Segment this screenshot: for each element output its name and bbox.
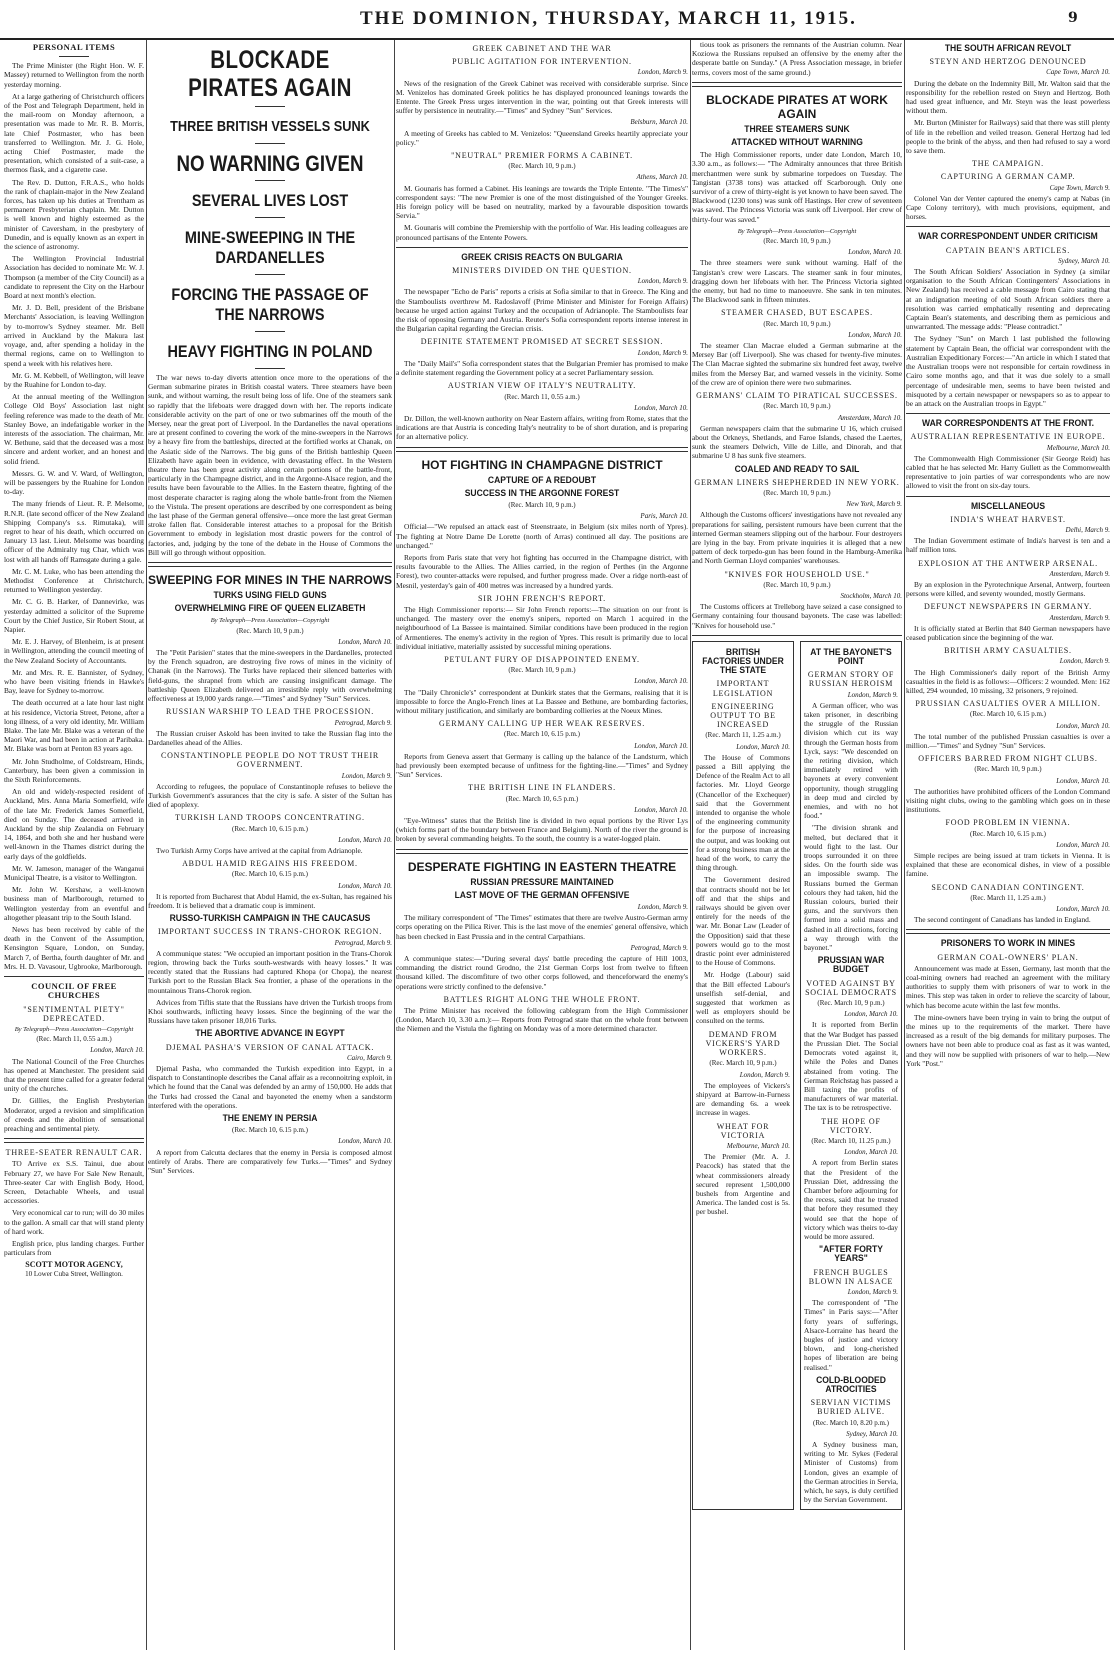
article-headline: COALED AND READY TO SAIL	[734, 463, 860, 475]
article-headline: EXPLOSION AT THE ANTWERP ARSENAL.	[918, 558, 1098, 568]
advert-text: Very economical car to run; will do 30 miles to the gallon. A small car that will stand plenty of hard work.	[4, 1208, 144, 1236]
paragraph: Mr. C. G. B. Harker, of Dannevirke, was yesterday admitted a solicitor of the Supreme Court by the Chief Justice, Sir Robert Stout, at Napier.	[4, 597, 144, 634]
article-headline: PETULANT FURY OF DISAPPOINTED ENEMY.	[444, 654, 640, 664]
article-headline: GERMANS' CLAIM TO PIRATICAL SUCCESSES.	[696, 391, 898, 401]
article-headline: WAR CORRESPONDENT UNDER CRITICISM	[918, 231, 1098, 243]
paragraph: The authorities have prohibited officers of the London Command visiting night clubs, owing to the gambling which goes on in these institutions.	[906, 786, 1110, 815]
paragraph: The Sydney "Sun" on March 1 last published the following statement by Captain Bean, the official war correspondent with the Australian Expeditionary Forces:—"An article in which I stated that the Australian troops were not responsible for certain rowdiness in Cairo some months ago, and that it was due solely to a small percentage of undesirable men, seems to have been twisted and misquoted by a certain newspaper or newspapers so as to appear to be an attack on the Australian troops in Egypt."	[906, 334, 1110, 408]
dateline: (Rec. March 10, 6.15 p.m.)	[231, 824, 308, 833]
article-headline: OFFICERS BARRED FROM NIGHT CLUBS.	[918, 754, 1098, 764]
place-date: London, March 9.	[847, 1287, 898, 1296]
column-south-africa-misc	[906, 40, 1110, 1650]
place-date: London, March 10.	[1056, 840, 1110, 849]
paragraph: The employees of Vickers's shipyard at Barrow-in-Furness are demanding 6s. a week increase in wages.	[696, 1080, 790, 1118]
paragraph: Two Turkish Army Corps have arrived at the capital from Adrianople.	[156, 845, 363, 855]
article-subheading: IMPORTANT SUCCESS IN TRANS-CHOROK REGION.	[157, 927, 383, 937]
paragraph: The "Daily Mail's" Sofia correspondent states that the Bulgarian Premier has promised to make a definite statement regarding the Government policy at a secret Parliamentary session.	[396, 358, 688, 378]
place-date: London, March 10.	[634, 805, 688, 814]
wire-source: By Telegraph—Press Association—Copyright	[210, 617, 330, 625]
dateline: (Rec. March 10, 6.15 p.m.)	[503, 730, 580, 739]
paragraph: The Indian Government estimate of India's harvest is ten and a half million tons.	[906, 536, 1110, 555]
paragraph: Dr. Gillies, the English Presbyterian Moderator, urged a revision and simplification of creeds and the abolition of sensational preaching and sentimental piety.	[4, 1096, 144, 1133]
article-headline: THE HOPE OF VICTORY.	[821, 1116, 881, 1135]
paragraph: The three steamers were sunk without warning. Half of the Tangistan's crew were Lascars. The steamer sank in four minutes, dragging down her lifeboats with her. The Princess Victoria sighted the enemy, but had no time to manoeuvre. She sank in ten minutes. The Blackwood sank in fifteen minutes.	[692, 258, 902, 305]
article-subheading: VOTED AGAINST BY SOCIAL DEMOCRATS	[805, 978, 897, 997]
paragraph: By an explosion in the Pyrotechnique Arsenal, Antwerp, fourteen persons were killed, and seventy wounded, mostly Germans.	[906, 579, 1110, 599]
place-date: Petrograd, March 9.	[334, 718, 392, 727]
article-headline: GREEK CABINET AND THE WAR	[472, 44, 612, 53]
paragraph: The South African Soldiers' Association in Sydney (a similar organisation to the South African Contingenters' Associations in New Zealand) has received a cable message from Cairo stating that at an indignation meeting of old South African soldiers there a resolution was carried emphatically resenting and deprecating Captain Bean's statements, and describing them as pernicious and unwarranted. The message adds: "Please contradict."	[906, 267, 1110, 332]
dateline: (Rec. March 10, 6.5 p.m.)	[505, 794, 579, 803]
paragraph: "Eye-Witness" states that the British line is divided in two equal portions by the River Lys (which forms part of the boundary between France and Belgium). North of the river the ground is broken by several commanding heights. To the south, the country is a water-logged plain.	[396, 816, 688, 844]
paragraph: Mr. G. M. Kebbell, of Wellington, will leave by the Ruahine for London to-day.	[4, 370, 144, 389]
advert-text: English price, plus landing charges. Further particulars from	[4, 1238, 144, 1258]
place-date: Stockholm, March 10.	[840, 591, 902, 600]
paragraph: The Premier (Mr. A. J. Peacock) has stated that the wheat commissioners already secured represent 1,500,000 bushels from Argentine and America. The landed cost is 5s. per bushel.	[696, 1152, 790, 1217]
article-bayonet-point	[800, 641, 902, 1511]
article-subheading: "SENTIMENTAL PIETY" DEPRECATED.	[23, 1004, 125, 1023]
dateline: (Rec. March 11, 0.55 a.m.)	[504, 392, 580, 401]
place-date: London, March 10.	[338, 881, 392, 890]
article-subheading: DJEMAL PASHA'S VERSION OF CANAL ATTACK.	[165, 1042, 375, 1052]
paragraph: The "Petit Parisien" states that the mine-sweepers in the Dardanelles, protected by the French squadron, are destroying five rows of mines in the vicinity of Chanak (in the Narrows). The Turks have replaced their silenced batteries with field-guns, the shrapnel from which are causing insignificant damage. The battleship Queen Elizabeth delivered an irresistible reply with overwhelming effectiveness at 19,000 yards range.—"Times" and Sydney "Sun" Services.	[148, 648, 392, 704]
wire-source: By Telegraph—Press Association—Copyright	[737, 227, 857, 235]
paragraph: Mr. John Studholme, of Coldstream, Hinds, Canterbury, has been given a commission in the Sixth Reinforcements.	[4, 756, 144, 785]
dateline: (Rec. March 11, 0.55 a.m.)	[36, 1035, 112, 1044]
paragraph: The second contingent of Canadians has landed in England.	[914, 915, 1091, 925]
article-subheading: TURKS USING FIELD GUNS	[213, 590, 327, 602]
divider	[255, 180, 285, 181]
article-headline: AUSTRIAN VIEW OF ITALY'S NEUTRALITY.	[447, 381, 637, 391]
headline-deck: SEVERAL LIVES LOST	[191, 191, 349, 210]
divider	[255, 143, 285, 144]
article-subheading: SERVIAN VICTIMS BURIED ALIVE.	[810, 1398, 892, 1417]
place-date: London, March 9.	[847, 690, 898, 699]
paragraph: The death occurred at a late hour last night at his residence, Victoria Street, Petone, after a long illness, of a very old identity, Mr. William Blake. The late Mr. Blake was a veteran of the Maori War, and had been in action at Paribaka. Mr. Blake was born at Penton 83 years ago.	[4, 698, 144, 754]
divider	[906, 929, 1110, 934]
headline-deck: HEAVY FIGHTING IN POLAND	[167, 342, 373, 361]
paragraph: Messrs. G. W. and V. Ward, of Wellington, will be passengers by the Ruahine for London to-day.	[4, 468, 144, 497]
dateline: (Rec. March 10, 9 p.m.)	[763, 488, 831, 497]
place-date: Athens, March 10.	[636, 173, 688, 182]
article-headline: THE ENEMY IN PERSIA	[222, 1113, 318, 1125]
divider	[906, 496, 1110, 497]
paragraph: The Prime Minister (the Right Hon. W. F. Massey) returned to Wellington from the north yesterday morning.	[4, 61, 144, 89]
article-headline: GERMANY CALLING UP HER WEAK RESERVES.	[439, 719, 645, 729]
place-date: London, March 10.	[338, 1137, 392, 1146]
divider	[255, 274, 285, 275]
section-heading: PERSONAL ITEMS	[32, 42, 116, 52]
divider	[906, 226, 1110, 227]
paragraph: During the debate on the Indemnity Bill, Mr. Walton said that the responsibility for the rebellion rested on Steyn and Hertzog. Both had used great influence, and Mr. Steyn was the least powerless without them.	[906, 78, 1110, 116]
paragraph: An old and widely-respected resident of Auckland, Mrs. Anna Maria Somerfield, wife of the late Mr. Frederick James Somerfield, died on Sunday. The deceased arrived in Auckland by the ship Zealandia on February 14, 1864, and both she and her husband were well-known in the Thames district during the early days of the goldfields.	[4, 787, 144, 861]
place-date: Cape Town, March 10.	[1046, 68, 1110, 77]
paragraph: Announcement was made at Essen, Germany, last month that the coal-mining owners had reached an agreement with the military authorities to supply them with prisoners of war to work in the mines. This step was taken in order to relieve the scarcity of labour, which has become acute within the last few months.	[906, 963, 1110, 1010]
paragraph: The many friends of Lieut. R. P. Melsome, R.N.R. (late second officer of the New Zealand Shipping Company's s.s. Rimutaka), will regret to hear of his death, which occurred on January 13 last. Lieut. Melsome was boarding officer of the Admiralty tug Char, which was lost with all hands off Ramsgate during a gale.	[4, 499, 144, 564]
place-date: Amsterdam, March 9.	[1049, 569, 1110, 578]
divider	[396, 447, 688, 452]
article-headline: STEAMER CHASED, BUT ESCAPES.	[721, 308, 873, 318]
dateline: (Rec. March 11, 1.25 a.m.)	[705, 731, 781, 740]
advertiser-name: SCOTT MOTOR AGENCY,	[25, 1260, 123, 1270]
article-subheading: AUSTRALIAN REPRESENTATIVE IN EUROPE.	[910, 432, 1106, 442]
place-date: London, March 10.	[634, 403, 688, 412]
article-headline: THE ABORTIVE ADVANCE IN EGYPT	[195, 1028, 345, 1040]
place-date: London, March 10.	[338, 835, 392, 844]
article-subheading: THREE STEAMERS SUNK	[744, 123, 850, 135]
article-headline: DESPERATE FIGHTING IN EASTERN THEATRE	[407, 859, 677, 874]
article-headline: INDIA'S WHEAT HARVEST.	[950, 514, 1066, 524]
paragraph: Reports from Paris state that very hot fighting has occurred in the Champagne district, with results favourable to the Allies. The Allies carried, in the region of Perthes (in the Argonne Forest), two counter-attacks were repulsed, and further progress made. Over a ridge north-east of Mesnil, yesterday's gain of 400 metres was increased by a hundred yards.	[396, 552, 688, 590]
paragraph: Mr. John W. Kershaw, a well-known business man of Marlborough, returned to Wellington yesterday from an eventful and altogether pleasant trip to the South Island.	[4, 885, 144, 922]
place-date: London, March 9.	[637, 903, 688, 912]
place-date: Paris, March 10.	[640, 512, 688, 521]
article-headline: TURKISH LAND TROOPS CONCENTRATING.	[175, 813, 365, 823]
article-headline: PRUSSIAN CASUALTIES OVER A MILLION.	[915, 699, 1101, 709]
dateline: (Rec. March 10, 6.15 p.m.)	[969, 829, 1046, 838]
paragraph: Reports from Geneva assert that Germany is calling up the balance of the Landsturm, which had previously been exempted because of unfitness for the fighting-line.—"Times" and Sydney "Sun" Services.	[396, 751, 688, 780]
paragraph: The Wellington Provincial Industrial Association has decided to nominate Mr. W. J. Thompson (a member of the City Council) as a candidate to represent the City on the Harbour Board at next month's election.	[4, 254, 144, 301]
paragraph: Mr. C. M. Luke, who has been attending the Methodist Conference at Christchurch, returned to Wellington yesterday.	[4, 566, 144, 595]
paragraph: The Russian cruiser Askold has been invited to take the Russian flag into the Dardanelles ahead of the Allies.	[148, 728, 392, 747]
dateline: (Rec. March 10, 6.15 p.m.)	[231, 870, 308, 879]
article-subheading: CAPTAIN BEAN'S ARTICLES.	[945, 245, 1071, 255]
paragraph: Official—"We repulsed an attack east of Steenstraate, in Belgium (six miles north of Ypres). The fighting at Notre Dame De Lorette (north of Arras) continued all day. The positions are unchanged."	[396, 522, 688, 550]
paragraph: It is reported from Berlin that the War Budget has passed the Prussian Diet. The Social Democrats voted against it, while the Poles and Danes abstained from voting. The German Reichstag has passed a Bill taxing the profits of manufacturers of war material. The tax is to be retrospective.	[804, 1020, 898, 1113]
paragraph: Advices from Tiflis state that the Russians have driven the Turkish troops from Khoi southwards, inflicting heavy losses. Since the beginning of the war the Russians have taken prisoner 18,016 Turks.	[148, 997, 392, 1026]
article-headline: WAR CORRESPONDENTS AT THE FRONT.	[922, 418, 1094, 430]
paragraph: Mr. W. Jameson, manager of the Wanganui Municipal Theatre, is a visitor to Wellington.	[4, 863, 144, 883]
place-date: London, March 9.	[341, 771, 392, 780]
place-date: Sydney, March 10.	[846, 1429, 898, 1438]
article-subheading: ENGINEERING OUTPUT TO BE INCREASED	[710, 701, 776, 730]
article-headline: RUSSO-TURKISH CAMPAIGN IN THE CAUCASUS	[169, 913, 371, 925]
article-subheading: OVERWHELMING FIRE OF QUEEN ELIZABETH	[174, 603, 366, 615]
headline-deck: FORCING THE PASSAGE OF THE NARROWS	[171, 285, 369, 324]
dateline: (Rec. March 10, 11.25 p.m.)	[811, 1136, 891, 1145]
dateline: (Rec. March 10, 9 p.m.)	[236, 626, 304, 635]
article-headline: PRUSSIAN WAR BUDGET	[817, 955, 885, 976]
paragraph: M. Gounaris will combine the Premiership with the portfolio of War. His leading colleagues are pronounced partisans of the Entente Powers.	[396, 223, 688, 242]
place-date: London, March 10.	[848, 248, 902, 257]
divider	[255, 331, 285, 332]
paragraph: The Customs officers at Trelleborg have seized a case consigned to Germany containing four thousand bayonets. The case was labelled: "Knives for household use."	[692, 602, 902, 630]
paragraph: A Sydney business man, writing to Mr. Sykes (Federal Minister of Customs) from London, gives an example of the German atrocities in Servia, which, he says, is duly certified by the Servian Government.	[804, 1440, 898, 1505]
place-date: Sydney, March 10.	[1058, 256, 1110, 265]
paragraph: German newspapers claim that the submarine U 16, which cruised about the Orkneys, Shetlands, and Faroe Islands, chased the Laertes, sunk the steamers Delwich, Ville de Lille, and Dinorah, and that submarine U 8 has sunk five steamers.	[692, 423, 902, 461]
article-subheading: CAPTURE OF A REDOUBT	[487, 474, 597, 486]
place-date: London, March 9.	[1059, 657, 1110, 666]
article-subheading: GERMAN STORY OF RUSSIAN HEROISM	[807, 670, 895, 689]
article-headline: COUNCIL OF FREE CHURCHES	[31, 981, 117, 1001]
section-heading: MISCELLANEOUS	[970, 500, 1046, 512]
article-subheading: FRENCH BUGLES BLOWN IN ALSACE	[808, 1267, 894, 1286]
divider	[4, 1138, 144, 1143]
main-headline: BLOCKADE PIRATES AGAIN	[188, 46, 352, 102]
paragraph: Mr. E. J. Harvey, of Blenheim, is at present in Wellington, attending the council meeting of the New Zealand Society of Accountants.	[4, 637, 144, 665]
column-personal-items	[4, 40, 144, 1650]
article-subheading: ATTACKED WITHOUT WARNING	[731, 137, 863, 149]
article-subheading: IMPORTANT LEGISLATION	[712, 679, 774, 698]
paragraph: At a large gathering of Christchurch officers of the Post and Telegraph Department, held in the mail-room on Monday afternoon, a presentation was made to Mr. R. B. Morris, late Chief Postmaster, who has been transferred to Wellington. Mr. J. G. Hole, acting Chief Postmaster, made the presentation, which consisted of a suit-case, a thermos flask, and a cigarette case.	[4, 91, 144, 175]
paragraph: Simple recipes are being issued at tram tickets in Vienna. It is explained that these are economical dishes, in view of a possible famine.	[906, 851, 1110, 879]
headline-deck: MINE-SWEEPING IN THE DARDANELLES	[184, 228, 356, 267]
place-date: Amsterdam, March 9.	[1049, 613, 1110, 622]
paragraph: A meeting of Greeks has cabled to M. Venizelos: "Queensland Greeks heartily appreciate your policy."	[396, 128, 688, 147]
article-headline: CONSTANTINOPLE PEOPLE DO NOT TRUST THEIR GOVERNMENT.	[160, 751, 380, 770]
headline-deck: THREE BRITISH VESSELS SUNK	[170, 118, 370, 135]
headline-deck: NO WARNING GIVEN	[176, 151, 364, 176]
divider	[396, 849, 688, 854]
paragraph: The "Daily Chronicle's" correspondent at Dunkirk states that the Germans, realising that it is impossible to force the Anglo-French lines at La Bassee and Bethune, are bombarding factories, without military justification, and similarly are bombarding collieries at the Noeux Mines.	[396, 687, 688, 715]
dateline: (Rec. March 10, 9 p.m.)	[763, 319, 831, 328]
place-date: New York, March 9.	[846, 500, 902, 509]
place-date: London, March 10.	[338, 637, 392, 646]
paragraph: The Rev. D. Dutton, F.R.A.S., who holds the rank of chaplain-major in the New Zealand forces, has taken up his duties at Trentham as permanent Presbyterian chaplain. Mr. Dutton is well known and highly esteemed as the minister of Caversham, in the presbytery of Dunedin, and is equally known as an expert in the science of astronomy.	[4, 177, 144, 252]
two-column-section	[692, 641, 902, 1511]
divider	[692, 82, 902, 87]
dateline: (Rec. March 10, 8.20 p.m.)	[812, 1418, 889, 1427]
place-date: Melbourne, March 10.	[726, 1141, 790, 1150]
article-headline: PRISONERS TO WORK IN MINES	[940, 938, 1076, 950]
dateline: (Rec. March 10, 9 p.m.)	[763, 580, 831, 589]
place-date: London, March 10.	[844, 1148, 898, 1157]
divider	[255, 368, 285, 369]
place-date: Amsterdam, March 10.	[837, 413, 902, 422]
divider	[148, 562, 392, 567]
paragraph: The mine-owners have been trying in vain to bring the output of the mines up to the requirements of the market. There have increased as a result of the big demands for military purposes. The owners have not been able to produce coal as fast as it was wanted, and they will now be supplied with prisoners of war to help.—New York "Post."	[906, 1012, 1110, 1068]
divider	[692, 635, 902, 636]
article-headline: DEMAND FROM VICKERS'S YARD WORKERS.	[705, 1029, 781, 1058]
article-headline: SECOND CANADIAN CONTINGENT.	[931, 882, 1085, 892]
column-blockade-and-legislation	[692, 40, 902, 1650]
article-subheading: CAPTURING A GERMAN CAMP.	[940, 172, 1076, 182]
paragraph: Mr. Hodge (Labour) said that the Bill effected Labour's unselfish self-denial, and suggested that workmen as well as employers should be consulted on the terms.	[696, 970, 790, 1026]
paragraph: Mr. and Mrs. R. E. Bannister, of Sydney, who have been visiting friends in Hawke's Bay, leave for Sydney to-morrow.	[4, 667, 144, 696]
place-date: Cape Town, March 9.	[1049, 183, 1110, 192]
divider	[255, 217, 285, 218]
paragraph: Dr. Dillon, the well-known authority on Near Eastern affairs, writing from Rome, states that the indications are that Austria is conceding Italy's neutrality to be of short duration, and is preparing for an alternative policy.	[396, 413, 688, 442]
article-headline: SWEEPING FOR MINES IN THE NARROWS	[148, 573, 392, 588]
paragraph: tious took as prisoners the remnants of the Austrian column. Near Koziowa the Russians repulsed an offensive by the enemy after the desperate battle on Sunday." (A Press Association message, in briefer terms, covers most of the same ground.)	[692, 40, 902, 77]
dateline: (Rec. March 10, 6.15 p.m.)	[231, 1126, 308, 1135]
place-date: London, March 9.	[739, 1070, 790, 1079]
place-date: London, March 10.	[634, 677, 688, 686]
column-rule	[394, 40, 395, 1650]
divider	[396, 247, 688, 248]
column-rule	[904, 40, 905, 1650]
divider	[255, 106, 285, 107]
article-headline: "NEUTRAL" PREMIER FORMS A CABINET.	[451, 151, 633, 161]
place-date: London, March 9.	[637, 277, 688, 286]
paragraph: The total number of the published Prussian casualties is over a million.—"Times" and Sydney "Sun" Services.	[906, 731, 1110, 750]
paragraph: It is reported from Bucharest that Abdul Hamid, the ex-Sultan, has regained his freedom. It is believed that a dramatic coup is imminent.	[148, 891, 392, 910]
paragraph: The steamer Clan Macrae eluded a German submarine at the Mersey Bar (off Liverpool). She was chased for twenty-five minutes. The Clan Macrae sighted the submarine six hundred feet away, twelve miles from the Mersey Bar, and warned vessels in the vicinity. Some of the crew are of opinion there were two submarines.	[692, 341, 902, 387]
dateline: (Rec. March 10, 9 p.m.)	[508, 500, 576, 509]
article-headline: COLD-BLOODED ATROCITIES	[816, 1374, 886, 1395]
paragraph: A communique states:—"During several days' battle preceding the capture of Hill 1003, commanding the district round Grodno, the 21st German Corps lost from twelve to fifteen thousand killed. The discomfiture of two other corps followed, and thenceforward the enemy's operations were strictly confined to the defensive."	[396, 954, 688, 991]
column-war-news	[148, 40, 392, 1650]
article-headline: SIR JOHN FRENCH'S REPORT.	[478, 593, 606, 603]
lead-paragraph: The war news to-day diverts attention once more to the operations of the German submarine pirates in British coastal waters. Three steamers have been sunk, and without warning, the result being loss of life. One of the steamers sank so rapidly that the lifeboats were dragged down with her. The reports indicate considerable activity on the part of one or two submarines off the mouth of the Mersey, near the great port of Liverpool. In the Dardanelles the naval operations are at present confined to covering the work of the mine-sweepers in the Narrows by a heavy fire from the battleships, directed at the fortified works at Chanak, on the Asiatic side of the Narrows. The big guns of the British battleship Queen Elizabeth have again been in evidence, with devastating effect. In the Western theatre there has been great activity along certain portions of the battle-front, particularly in the Champagne district, and in the Argonne-Alsace region, and the results have been favourable to the Allies. In the Eastern theatre, fighting of the most desperate character is raging along the whole battle-front from the Niemen to the Vistula. The present operations are described by one correspondent as being the last phase of the German general offensive—once more the last great German stroke fallen flat. Considerable interest attaches to a proposal for the British Government to embody in legislation most drastic powers for the control of factories, and, judging by the tone of the debate in the House of Commons the Bill will go through without opposition.	[148, 373, 392, 557]
paragraph: At the annual meeting of the Wellington College Old Boys' Association last night feeling reference was made to the death of Mr. Stanley Bowe, an indefatigable worker in the interests of the association. The chairman, Mr. W. Bethune, said that the deceased was a most sincere and ardent worker, and an honest and solid friend.	[4, 392, 144, 466]
article-headline: BRITISH ARMY CASUALTIES.	[944, 646, 1072, 656]
advert-text: TO Arrive ex S.S. Tainui, due about February 27, we have For Sale New Renault, Three-seater Car with English Body, Hood, Screen, Detachable Wheels, and usual accessories.	[4, 1159, 144, 1206]
article-subheading: RUSSIAN PRESSURE MAINTAINED	[470, 876, 614, 888]
paragraph: Mr. J. D. Bell, president of the Brisbane Merchants' Association, is leaving Wellington by to-morrow's Sydney steamer. Mr. Bell arrived in Auckland by the Makura last voyage, and, after spending a holiday in the thermal regions, came on to Wellington to spend a week with his relatives here.	[4, 303, 144, 368]
article-headline: RUSSIAN WARSHIP TO LEAD THE PROCESSION.	[165, 707, 375, 717]
place-date: Belsburn, March 10.	[630, 118, 688, 127]
paragraph: The High Commissioner reports:— Sir John French reports:—The situation on our front is unchanged. The mastery over the enemy's snipers, reported on March 1 acquired in the neighbourhood of La Bassee is maintained. Similar conditions have been produced in the region of Armentieres. The enemy's activity in the region of Ypres. This result is primarily due to local individual initiative, materially assisted by successful mining operations.	[396, 604, 688, 651]
paragraph: M. Gounaris has formed a Cabinet. His leanings are towards the Triple Entente. "The Times's" correspondent says: "The new Premier is one of the most distinguished of the Younger Greeks. His foreign policy will be based on neutrality, marked by a favourable disposition towards Servia."	[396, 183, 688, 221]
paragraph: The House of Commons passed a Bill applying the Defence of the Realm Act to all factories. Mr. Lloyd George (Chancellor of the Exchequer) said that the Government intended to organise the whole of the engineering community for the purpose of increasing the output, and was looking out for a strong business man at the head of the work, to carry the thing through.	[696, 752, 790, 873]
place-date: London, March 10.	[848, 330, 902, 339]
paragraph: Although the Customs officers' investigations have not revealed any preparations for sailing, persistent rumours have been current that the interned German steamers slipping out of the harbour. Four destroyers are lying in the bay. From private inquiries it is alleged that a new pattern of deck torpedo-gun has been found in the Hamburg-Amerika and North German Lloyd companies' warehouses.	[692, 510, 902, 566]
place-date: London, March 10.	[634, 741, 688, 750]
article-subheading: STEYN AND HERTZOG DENOUNCED	[929, 57, 1087, 67]
place-date: London, March 10.	[1056, 776, 1110, 785]
article-headline: GREEK CRISIS REACTS ON BULGARIA	[461, 251, 623, 263]
paragraph: The High Commissioner's daily report of the British Army casualties in the field is as follows:—Officers: 2 wounded. Men: 162 killed, 294 wounded, 10 missing, 32 prisoners, 9 rejoined.	[906, 667, 1110, 695]
paragraph: It is officially stated at Berlin that 840 German newspapers have ceased publication since the beginning of the war.	[906, 623, 1110, 642]
dateline: (Rec. March 10, 9 p.m.)	[974, 765, 1042, 774]
article-headline: BRITISH FACTORIES UNDER THE STATE	[702, 646, 784, 677]
dateline: (Rec. March 11, 1.25 a.m.)	[970, 893, 1046, 902]
paragraph: Mr. Burton (Minister for Railways) said that there was still plenty of life in the rebellion and veiled treason. General Hertzog had led people to the brink of the abyss, and then had refused to say a word to save them.	[906, 118, 1110, 156]
article-headline: WHEAT FOR VICTORIA	[716, 1121, 770, 1140]
paragraph: The Government desired that contracts should not be let off and that the ships and railways should be given over entirely for the needs of the war. Mr. Bonar Law (Leader of the Opposition) said that these powers would go to the most drastic point ever administered to the House of Commons.	[696, 875, 790, 968]
paragraph: Colonel Van der Venter captured the enemy's camp at Nabas (in Cape Colony territory), with much provisions, equipment, and horses.	[906, 193, 1110, 222]
article-subheading: GERMAN COAL-OWNERS' PLAN.	[937, 952, 1079, 962]
article-british-factories	[692, 641, 794, 1511]
paragraph: A report from Calcutta declares that the enemy in Persia is composed almost entirely of Arabs. There are comparatively few Turks.—"Times" and Sydney "Sun" Services.	[148, 1147, 392, 1176]
column-rule	[146, 40, 147, 1650]
dateline: (Rec. March 10, 9 p.m.)	[763, 402, 831, 411]
page-number: 9	[1068, 10, 1078, 26]
place-date: London, March 9.	[637, 348, 688, 357]
place-date: Petrograd, March 9.	[334, 938, 392, 947]
article-headline: DEFUNCT NEWSPAPERS IN GERMANY.	[924, 602, 1092, 612]
article-headline: DEFINITE STATEMENT PROMISED AT SECRET SESSION.	[420, 337, 664, 347]
paragraph: Djemal Pasha, who commanded the Turkish expedition into Egypt, in a dispatch to Constantinople describes the Canal affair as a reconnoitring exploit, in which he found that the Canal was defended by an army of 150,000. He adds that the Turks had crossed the Canal and bayoneted the enemy when a sandstorm interfered with the operations.	[148, 1064, 392, 1110]
article-headline: FOOD PROBLEM IN VIENNA.	[945, 818, 1071, 828]
article-headline: "KNIVES FOR HOUSEHOLD USE."	[724, 569, 870, 579]
paragraph: A communique states: "We occupied an important position in the Trans-Chorok region, throwing back the Turks south-westwards with heavy losses." It was recently stated that the Russians had captured Khopa (or Chopa), the nearest Turkish port to the Russian Black Sea frontier, a phase of the operations in the mountainous Trans-Chorok region.	[148, 948, 392, 995]
paragraph: The newspaper "Echo de Paris" reports a crisis at Sofia similar to that in Greece. The King and the Stamboulists overthrew M. Radoslavoff (Prime Minister and Minister for Foreign Affairs) because he urged action against Turkey and the occupation of Adrianople. The Stamboulists fear the risk of opposing Germany and Austria. Reuter's Sofia correspondent reports intense interest in the Bulgarian capital regarding the Grecian crisis.	[396, 287, 688, 334]
paragraph: The Prime Minister has received the following cablegram from the High Commissioner (London, March 10, 3.30 a.m.):— Reports from Petrograd state that on the whole front between the Niemen and the Vistula the fighting on Monday was of a more determined character.	[396, 1006, 688, 1034]
article-subheading: SUCCESS IN THE ARGONNE FOREST	[464, 487, 620, 499]
place-date: London, March 10.	[736, 742, 790, 751]
dateline: (Rec. March 10, 9 p.m.)	[763, 237, 831, 246]
article-subheading: GERMAN LINERS SHEPHERDED IN NEW YORK.	[694, 477, 900, 487]
paragraph: The correspondent of "The Times" in Paris says:—"After forty years of sufferings, Alsace-Lorraine has heard the bugles of justice and victory blown, and long-cherished hopes of liberation are being realised."	[804, 1298, 898, 1372]
article-subheading: PUBLIC AGITATION FOR INTERVENTION.	[452, 57, 632, 67]
place-date: London, March 10.	[90, 1046, 144, 1055]
article-headline: THE BRITISH LINE IN FLANDERS.	[468, 783, 616, 793]
masthead	[0, 0, 1114, 40]
dateline: (Rec. March 10, 9 p.m.)	[508, 666, 576, 675]
paragraph: According to refugees, the populace of Constantinople refuses to believe the Turkish Government's assurances that the city is safe. A sister of the Sultan has died of apoplexy.	[148, 781, 392, 810]
paragraph: "The division shrank and melted, but declared that it would fight to the last. Our troops surrounded it on three sides. On the fourth side was an impossible swamp. The Russians burned the German colours they had taken, hid the Russian colours, buried their guns, and the survivors then formed into a solid mass and dashed in all directions, forcing a way through with the bayonet."	[804, 823, 898, 953]
paragraph: A German officer, who was taken prisoner, in describing the struggle of the Russian division which cut its way through the German hosts from Lyck, says: "We descended on the retiring division, which immediately retired with bayonets at every convenient opportunity, though struggling in deep mud and circled by enemies, and with no hot food."	[804, 700, 898, 821]
article-headline: ABDUL HAMID REGAINS HIS FREEDOM.	[182, 859, 358, 869]
article-subheading: LAST MOVE OF THE GERMAN OFFENSIVE	[454, 889, 630, 901]
paragraph: A report from Berlin states that the President of the Prussian Diet, addressing the Chamber before adjourning for the recess, said that he trusted that before they resumed they would see that the hope of victory which was theirs to-day would be more assured.	[804, 1158, 898, 1241]
place-date: Delhi, March 9.	[1065, 525, 1110, 534]
divider	[4, 976, 144, 977]
dateline: (Rec. March 10, 9 p.m.)	[508, 162, 576, 171]
column-rule	[690, 40, 691, 1650]
article-headline: "AFTER FORTY YEARS"	[819, 1244, 883, 1265]
paragraph: The Commonwealth High Commissioner (Sir George Reid) has cabled that he has selected Mr. Harry Gullett as the Commonwealth representative to join parties of war correspondents who are now allowed to visit the front on six-day tours.	[906, 453, 1110, 491]
place-date: London, March 10.	[1056, 721, 1110, 730]
article-headline: BLOCKADE PIRATES AT WORK AGAIN	[706, 92, 888, 121]
paragraph: News of the resignation of the Greek Cabinet was received with considerable surprise. Since M. Venizelos has dominated Greek politics he has displayed pronounced leanings towards the Entente. The Greek Press urges intervention in the war, pointing out that Greek interests will suffer by persistence in neutrality.—"Times" and Sydney "Sun" Services.	[396, 78, 688, 116]
article-headline: THE CAMPAIGN.	[972, 159, 1044, 169]
column-greece-and-fronts	[396, 40, 688, 1650]
article-headline: HOT FIGHTING IN CHAMPAGNE DISTRICT	[421, 457, 663, 472]
place-date: Petrograd, March 9.	[630, 943, 688, 952]
paragraph: The High Commissioner reports, under date London, March 10, 3.30 a.m., as follows:— "The Admiralty announces that three British merchantmen were sunk by submarine torpedoes on Tuesday. The Tangistan (3738 tons) was attacked off Scarborough. Only one survivor of a crew of thirty-eight is yet known to have been saved. The Blackwood (1230 tons) was sunk off Hastings. Her crew of seventeen was saved. The Princess Victoria was sunk off Liverpool. Her crew of thirty-four was saved."	[692, 150, 902, 224]
advert-heading: THREE-SEATER RENAULT CAR.	[5, 1148, 143, 1158]
paragraph: News has been received by cable of the death in the Convent of the Assumption, Kensington Square, London, on Sunday, March 7, of Bertha, fourth daughter of Mr. and Mrs. H. D. Vavasour, Ugbrooke, Marlborough.	[4, 925, 144, 971]
place-date: London, March 10.	[844, 1010, 898, 1019]
wire-source: By Telegraph—Press Association—Copyright	[14, 1025, 134, 1033]
place-date: Cairo, March 9.	[347, 1053, 392, 1062]
place-date: London, March 9.	[637, 68, 688, 77]
divider	[906, 413, 1110, 414]
dateline: (Rec. March 10, 9 p.m.)	[709, 1059, 777, 1068]
divider	[59, 56, 89, 57]
advertiser-address: 10 Lower Cuba Street, Wellington.	[25, 1269, 123, 1278]
paragraph: The military correspondent of "The Times" estimates that there are twelve Austro-German army corps operating on the Pilica River. This is the last move of the enemies' general offensive, which has been checked in East Prussia and in the central Carpathians.	[396, 913, 688, 941]
dateline: (Rec. March 10, 6.15 p.m.)	[969, 710, 1046, 719]
article-headline: THE SOUTH AFRICAN REVOLT	[944, 43, 1072, 54]
newspaper-masthead-title: THE DOMINION, THURSDAY, MARCH 11, 1915.	[360, 8, 857, 29]
place-date: London, March 10.	[1056, 905, 1110, 914]
article-headline: AT THE BAYONET'S POINT	[810, 646, 892, 667]
article-headline: BATTLES RIGHT ALONG THE WHOLE FRONT.	[443, 994, 641, 1004]
dateline: (Rec. March 10, 9 p.m.)	[817, 999, 885, 1008]
place-date: Melbourne, March 10.	[1046, 443, 1110, 452]
paragraph: The National Council of the Free Churches has opened at Manchester. The president said that the present time called for a greater federal unity of the churches.	[4, 1056, 144, 1094]
article-subheading: MINISTERS DIVIDED ON THE QUESTION.	[452, 266, 632, 276]
